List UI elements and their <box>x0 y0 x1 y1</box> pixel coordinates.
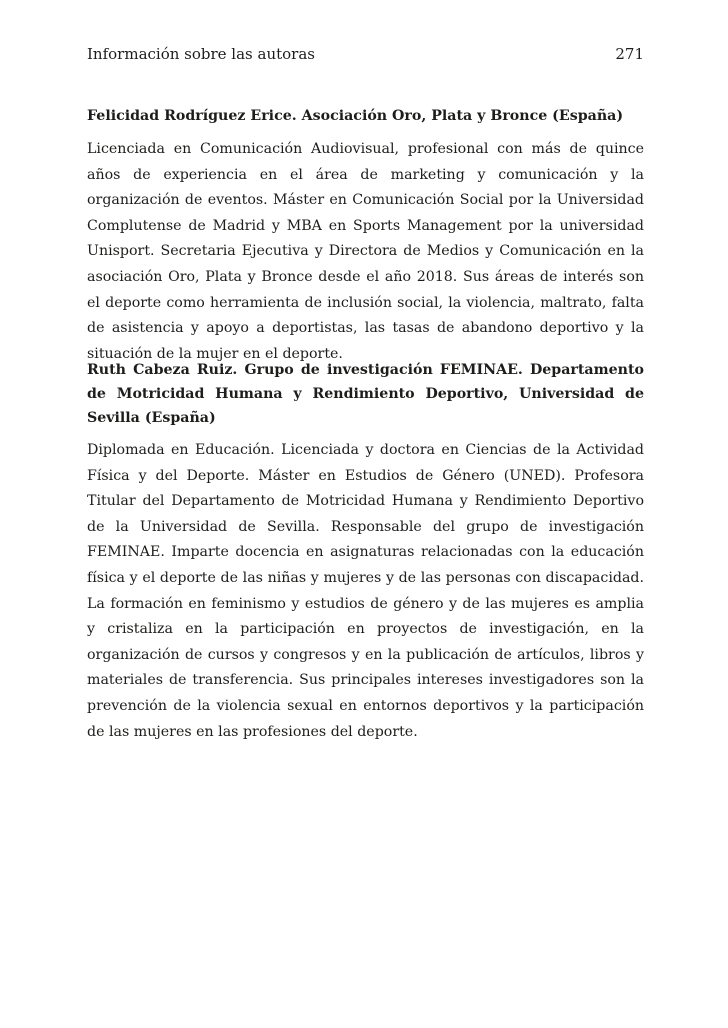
author-bio: Diplomada en Educación. Licenciada y doctora en Ciencias de la Actividad Física y del Deporte. Máster en Estudios de Género (UNED). Profesora Titular del Departamento de Motricidad Humana y Rendimiento Deportivo de la Universidad de Sevilla. Responsable del grupo de investigación FEMINAE. Imparte docencia en asignaturas relacionadas con la educación física y el deporte de las niñas y mujeres y de las personas con discapacidad. La formación en feminismo y estudios de género y de las mujeres es amplia y cristaliza en la participación en proyectos de investigación, en la organización de cursos y congresos y en la publicación de artículos, libros y materiales de transferencia. Sus principales intereses investigadores son la prevención de la violencia sexual en entornos deportivos y la participación de las mujeres en las profesiones del deporte. <box>87 442 644 740</box>
author-bio: Licenciada en Comunicación Audiovisual, profesional con más de quince años de experiencia en el área de marketing y comunicación y la organización de eventos. Máster en Comunicación Social por la Universidad Complutense de Madrid y MBA en Sports Management por la universidad Unisport. Secretaria Ejecutiva y Directora de Medios y Comunicación en la asociación Oro, Plata y Bronce desde el año 2018. Sus áreas de interés son el deporte como herramienta de inclusión social, la violencia, maltrato, falta de asistencia y apoyo a deportistas, las tasas de abandono deportivo y la situación de la mujer en el deporte. <box>87 141 644 362</box>
page-number: 271 <box>615 45 644 63</box>
author-entry <box>87 358 644 745</box>
author-heading: Ruth Cabeza Ruiz. Grupo de investigación FEMINAE. Departamento de Motricidad Humana y Rendimiento Deportivo, Universidad de Sevilla (España) <box>87 362 644 426</box>
author-heading: Felicidad Rodríguez Erice. Asociación Oro, Plata y Bronce (España) <box>87 108 624 124</box>
section-title: Información sobre las autoras <box>87 45 315 63</box>
running-header <box>87 44 644 64</box>
author-entry <box>87 104 644 367</box>
